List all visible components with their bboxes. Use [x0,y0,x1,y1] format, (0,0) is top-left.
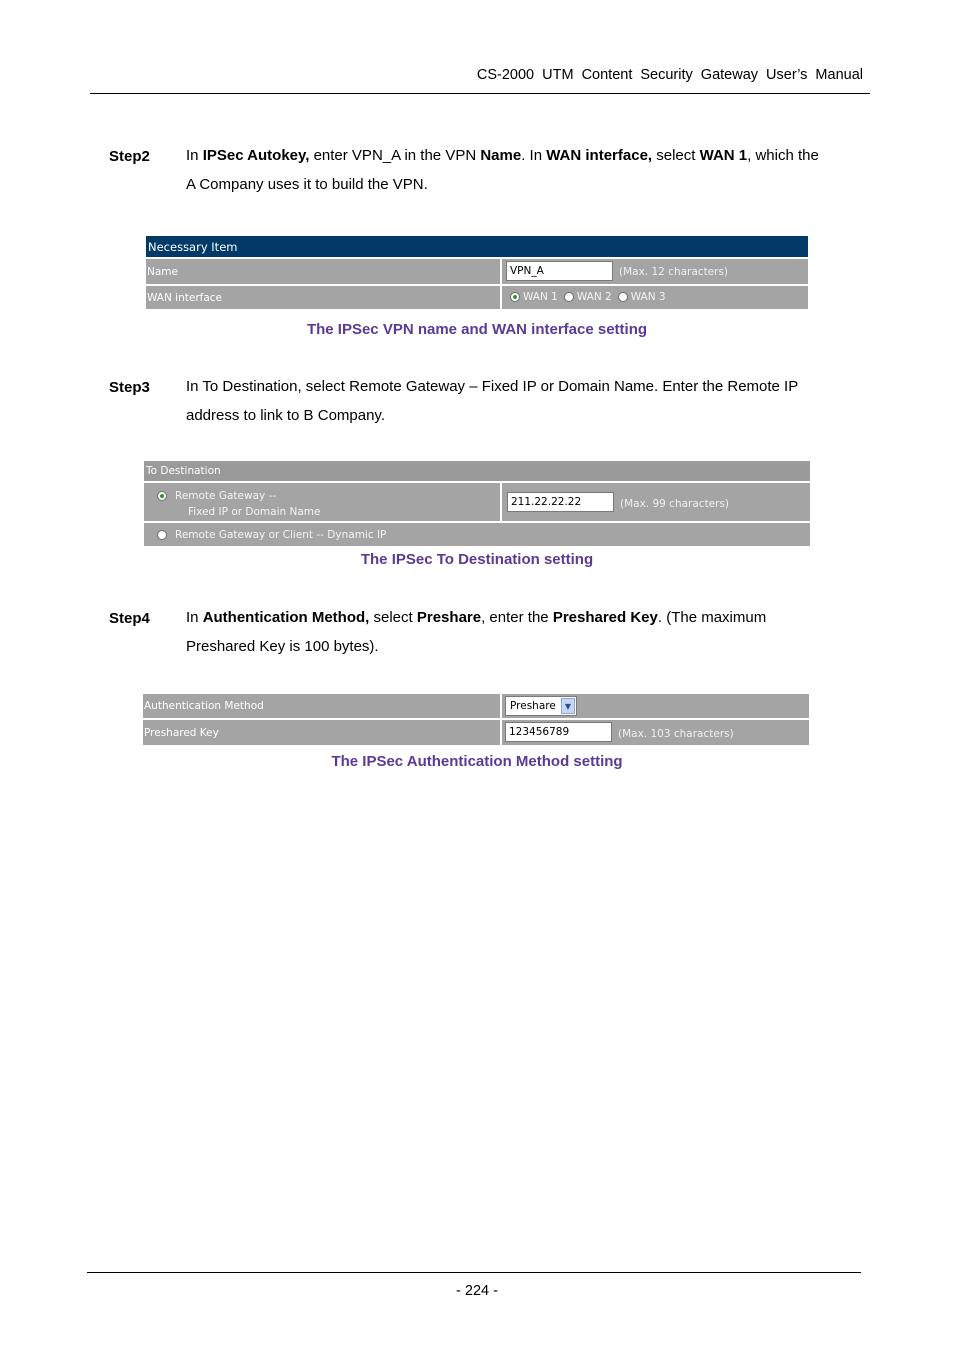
step-text-run: select [652,147,700,164]
auth-method-value: Preshare [510,700,556,712]
wan3-radio[interactable] [618,291,666,303]
remote-ip-hint: (Max. 99 characters) [620,498,730,510]
manual-title: CS-2000 UTM Content Security Gateway User’s Manual [476,67,863,83]
fixed-ip-row [144,483,810,521]
fig2-caption: The IPSec To Destination setting [360,551,594,568]
step-text-run: enter VPN_A in the VPN [309,147,481,164]
fixed-ip-radio[interactable] [157,491,167,501]
step4-line1 [186,603,876,632]
header-rule [90,93,870,94]
step-text-run: Authentication Method, [202,609,370,626]
fig1-caption: The IPSec VPN name and WAN interface setting [306,321,648,338]
wan2-radio[interactable] [564,291,612,303]
fixed-ip-label-line2: Fixed IP or Domain Name [188,506,321,518]
wan-options [510,291,672,305]
name-row [146,259,808,284]
wan-label: WAN interface [146,286,502,309]
step-text-run: Name [480,147,522,164]
dynamic-ip-label: Remote Gateway or Client -- Dynamic IP [175,529,387,541]
step4-text [186,603,876,661]
necessary-item-panel [146,236,808,309]
preshared-key-row [143,720,809,745]
preshared-key-input[interactable]: 123456789 [505,722,612,742]
step-text-run: Preshare [416,609,482,626]
wan2-label: WAN 2 [576,291,612,303]
step2-line2: A Company uses it to build the VPN. [186,176,428,193]
step2-line1 [186,141,876,170]
chevron-down-icon[interactable]: ▼ [561,698,575,714]
authentication-panel [143,694,809,745]
page-number: - 224 - [456,1283,498,1299]
step4-label: Step4 [109,610,150,627]
step-text-run: IPSec Autokey, [202,147,310,164]
wan1-label: WAN 1 [523,291,558,303]
name-label: Name [146,259,502,284]
step-text-run: In To Destination, select Remote Gateway – Fixed IP or Domain Name. Enter the Remote IP [186,378,799,395]
step-text-run: WAN 1 [699,147,748,164]
step-text-run: select [369,609,417,626]
step-text-run: , which the [747,147,819,164]
fixed-ip-label-line1: Remote Gateway -- [175,490,277,502]
auth-method-row [143,694,809,718]
name-input[interactable]: VPN_A [506,261,613,281]
step-text-run: , enter the [481,609,553,626]
fig3-caption: The IPSec Authentication Method setting [331,753,623,770]
step4-line2: Preshared Key is 100 bytes). [186,638,379,655]
step-text-run: . In [521,147,547,164]
remote-ip-input[interactable]: 211.22.22.22 [507,492,614,512]
footer-rule [87,1272,861,1273]
step-text-run: Preshared Key [552,609,658,626]
step-text-run: . (The maximum [657,609,767,626]
name-hint: (Max. 12 characters) [619,266,729,278]
wan2-radio-dot[interactable] [564,292,574,302]
necessary-item-header: Necessary Item [146,236,808,257]
step3-label: Step3 [109,379,150,396]
auth-method-label: Authentication Method [143,694,502,718]
step-text-run: In [186,609,203,626]
wan3-radio-dot[interactable] [618,292,628,302]
wan1-radio[interactable] [510,291,558,303]
step-text-run: In [186,147,203,164]
preshared-key-hint: (Max. 103 characters) [618,728,734,740]
wan-row [146,286,808,309]
step3-line2: address to link to B Company. [186,407,385,424]
auth-method-select[interactable] [505,696,577,716]
dynamic-ip-row[interactable] [144,523,810,546]
wan1-radio-dot[interactable] [510,292,520,302]
to-destination-header: To Destination [144,461,810,481]
fixed-ip-option[interactable] [144,483,502,521]
to-destination-panel [144,461,810,546]
step2-text [186,141,876,199]
wan3-label: WAN 3 [630,291,666,303]
step2-label: Step2 [109,148,150,165]
step-text-run: WAN interface, [546,147,653,164]
preshared-key-label: Preshared Key [143,720,502,745]
step3-text [186,372,876,430]
dynamic-ip-radio[interactable] [157,530,167,540]
step3-line1 [186,372,876,401]
